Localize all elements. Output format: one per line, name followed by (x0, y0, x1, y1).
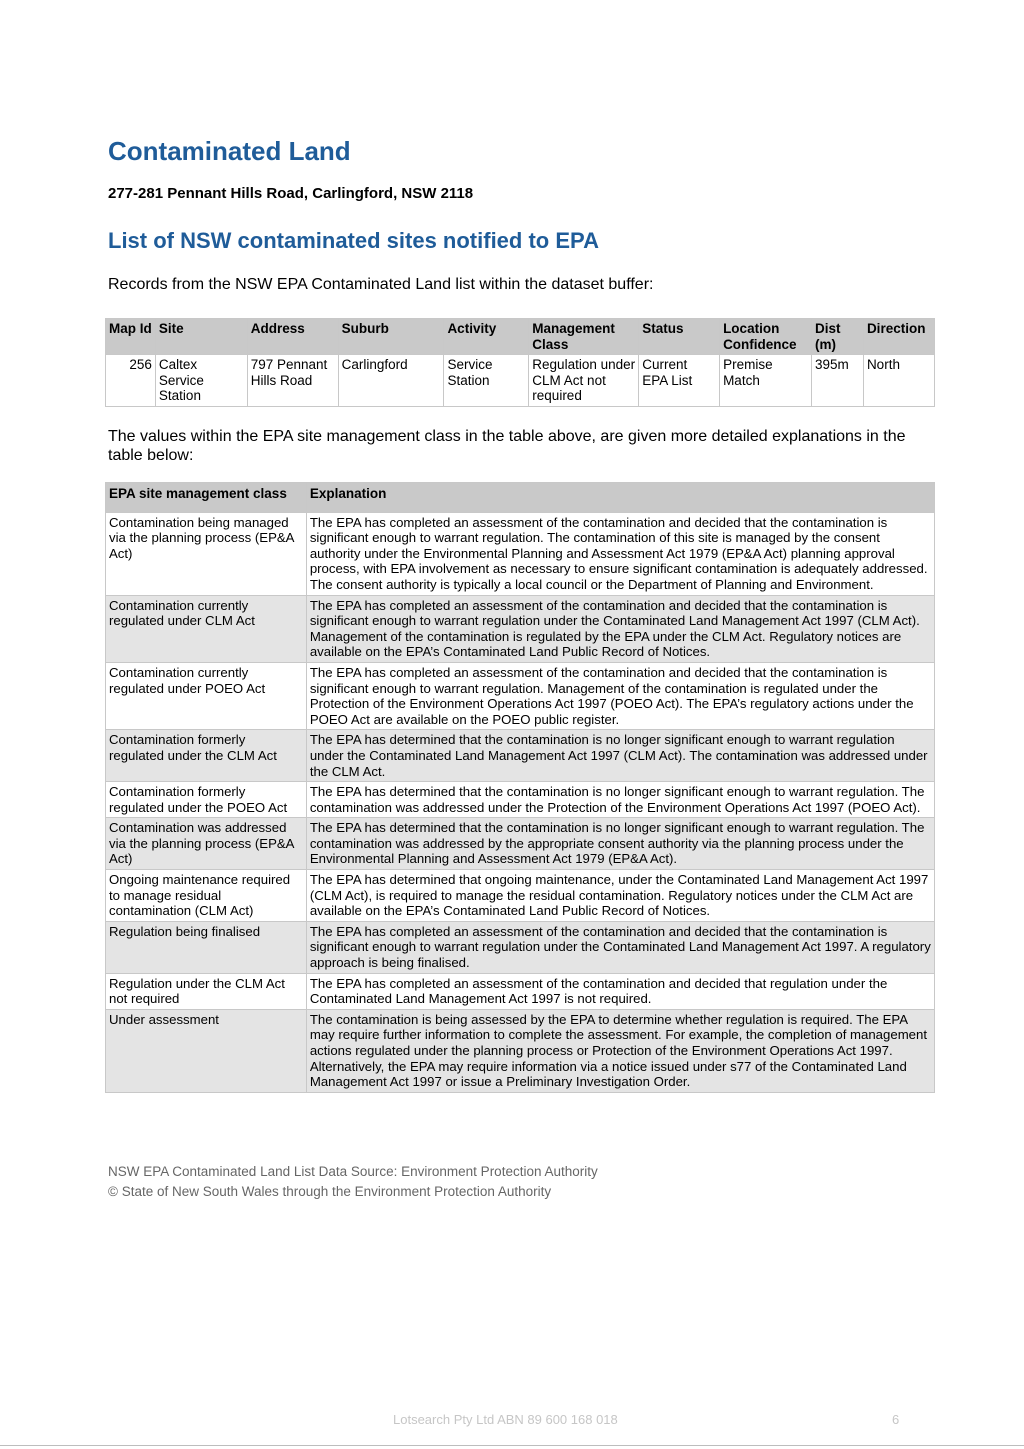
cell-activity: Service Station (444, 355, 529, 407)
section-title: List of NSW contaminated sites notified to EPA (108, 228, 599, 253)
cell-suburb: Carlingford (338, 355, 444, 407)
cell-management-class: Regulation under CLM Act not required (529, 355, 639, 407)
cell-distance: 395m (812, 355, 864, 407)
cell-site: Caltex Service Station (155, 355, 247, 407)
class-explanation: The EPA has determined that the contamination is no longer significant enough to warrant regulation. The contamination was addressed by the appropriate consent authority via the planning process under the Environmental Planning and Assessment Act 1979 (EP&A Act). (306, 818, 934, 870)
class-name: Contamination currently regulated under CLM Act (106, 595, 307, 662)
class-explanation: The contamination is being assessed by the EPA to determine whether regulation is required. The EPA may require further information to complete the assessment. For example, the completion of management actions regulated under the planning process or Protection of the Environment Operations Act 1997. Alternatively, the EPA may require information via a notice issued under s77 of the Contaminated Land Management Act 1997 or issue a Preliminary Investigation Order. (306, 1009, 934, 1092)
table-row (106, 512, 935, 595)
table-row (106, 662, 935, 729)
cell-direction: North (863, 355, 934, 407)
header-site: Site (155, 319, 247, 355)
class-name: Regulation under the CLM Act not required (106, 973, 307, 1009)
class-explanation: The EPA has completed an assessment of the contamination and decided that the contamination is significant enough to warrant regulation under the Contaminated Land Management Act 1997. A regulatory approach is being finalised. (306, 921, 934, 973)
table-row (106, 782, 935, 818)
management-class-table (105, 482, 935, 1093)
class-explanation: The EPA has determined that ongoing maintenance, under the Contaminated Land Management Act 1997 (CLM Act), is required to manage the residual contamination. Regulatory notices under the CLM Act are available on the EPA’s Contaminated Land Public Record of Notices. (306, 870, 934, 922)
header-explanation: Explanation (306, 483, 934, 513)
class-explanation: The EPA has completed an assessment of the contamination and decided that the contamination is significant enough to warrant regulation. The contamination of this site is managed by the consent authority under the Environmental Planning and Assessment Act 1979 (EP&A Act) planning approval process, with EPA involvement as necessary to ensure significant contamination is adequately addressed. The consent authority is typically a local council or the Department of Planning and Environment. (306, 512, 934, 595)
class-name: Regulation being finalised (106, 921, 307, 973)
header-address: Address (247, 319, 338, 355)
table-row (106, 921, 935, 973)
data-source-note (108, 1162, 598, 1201)
header-direction: Direction (863, 319, 934, 355)
footer-company: Lotsearch Pty Ltd ABN 89 600 168 018 (393, 1412, 618, 1427)
sites-table-header-row (106, 319, 935, 355)
table-row (106, 355, 935, 407)
header-management-class: Management Class (529, 319, 639, 355)
class-explanation: The EPA has completed an assessment of the contamination and decided that regulation under the Contaminated Land Management Act 1997 is not required. (306, 973, 934, 1009)
header-suburb: Suburb (338, 319, 444, 355)
class-name: Contamination being managed via the planning process (EP&A Act) (106, 512, 307, 595)
cell-location-confidence: Premise Match (720, 355, 812, 407)
page-bottom-divider (0, 1445, 1024, 1446)
table-row (106, 595, 935, 662)
class-explanation: The EPA has completed an assessment of the contamination and decided that the contamination is significant enough to warrant regulation. Management of the contamination is regulated under the Protection of the Environment Operations Act 1997 (POEO Act). The EPA’s regulatory actions under the POEO Act are available on the POEO public register. (306, 662, 934, 729)
class-name: Contamination formerly regulated under the CLM Act (106, 730, 307, 782)
table-row (106, 973, 935, 1009)
table-row (106, 730, 935, 782)
class-table-header-row (106, 483, 935, 513)
class-explanation: The EPA has determined that the contamination is no longer significant enough to warrant regulation under the Contaminated Land Management Act 1997 (CLM Act). The contamination was addressed under the CLM Act. (306, 730, 934, 782)
data-source-line: NSW EPA Contaminated Land List Data Source: Environment Protection Authority (108, 1164, 598, 1179)
header-location-confidence: Location Confidence (720, 319, 812, 355)
page-title: Contaminated Land (108, 136, 351, 166)
header-status: Status (639, 319, 720, 355)
class-name: Ongoing maintenance required to manage residual contamination (CLM Act) (106, 870, 307, 922)
cell-map-id: 256 (106, 355, 156, 407)
table-row (106, 818, 935, 870)
contaminated-sites-table (105, 318, 935, 407)
class-name: Contamination was addressed via the planning process (EP&A Act) (106, 818, 307, 870)
table-row (106, 1009, 935, 1092)
cell-address: 797 Pennant Hills Road (247, 355, 338, 407)
header-map-id: Map Id (106, 319, 156, 355)
header-class: EPA site management class (106, 483, 307, 513)
cell-status: Current EPA List (639, 355, 720, 407)
explanation-intro: The values within the EPA site management class in the table above, are given more detailed explanations in the table below: (108, 428, 906, 464)
section-intro: Records from the NSW EPA Contaminated Land list within the dataset buffer: (108, 276, 654, 293)
copyright-line: © State of New South Wales through the Environment Protection Authority (108, 1183, 552, 1199)
class-name: Contamination currently regulated under POEO Act (106, 662, 307, 729)
class-name: Contamination formerly regulated under the POEO Act (106, 782, 307, 818)
header-distance: Dist (m) (812, 319, 864, 355)
class-name: Under assessment (106, 1009, 307, 1092)
page-number: 6 (892, 1412, 900, 1427)
header-activity: Activity (444, 319, 529, 355)
class-explanation: The EPA has completed an assessment of the contamination and decided that the contamination is significant enough to warrant regulation under the Contaminated Land Management Act 1997 (CLM Act). Management of the contamination is regulated by the EPA under the CLM Act. Regulatory notices are available on the EPA’s Contaminated Land Public Record of Notices. (306, 595, 934, 662)
site-address: 277-281 Pennant Hills Road, Carlingford, NSW 2118 (108, 185, 474, 202)
table-row (106, 870, 935, 922)
class-explanation: The EPA has determined that the contamination is no longer significant enough to warrant regulation. The contamination was addressed under the Protection of the Environment Operations Act 1997 (POEO Act). (306, 782, 934, 818)
